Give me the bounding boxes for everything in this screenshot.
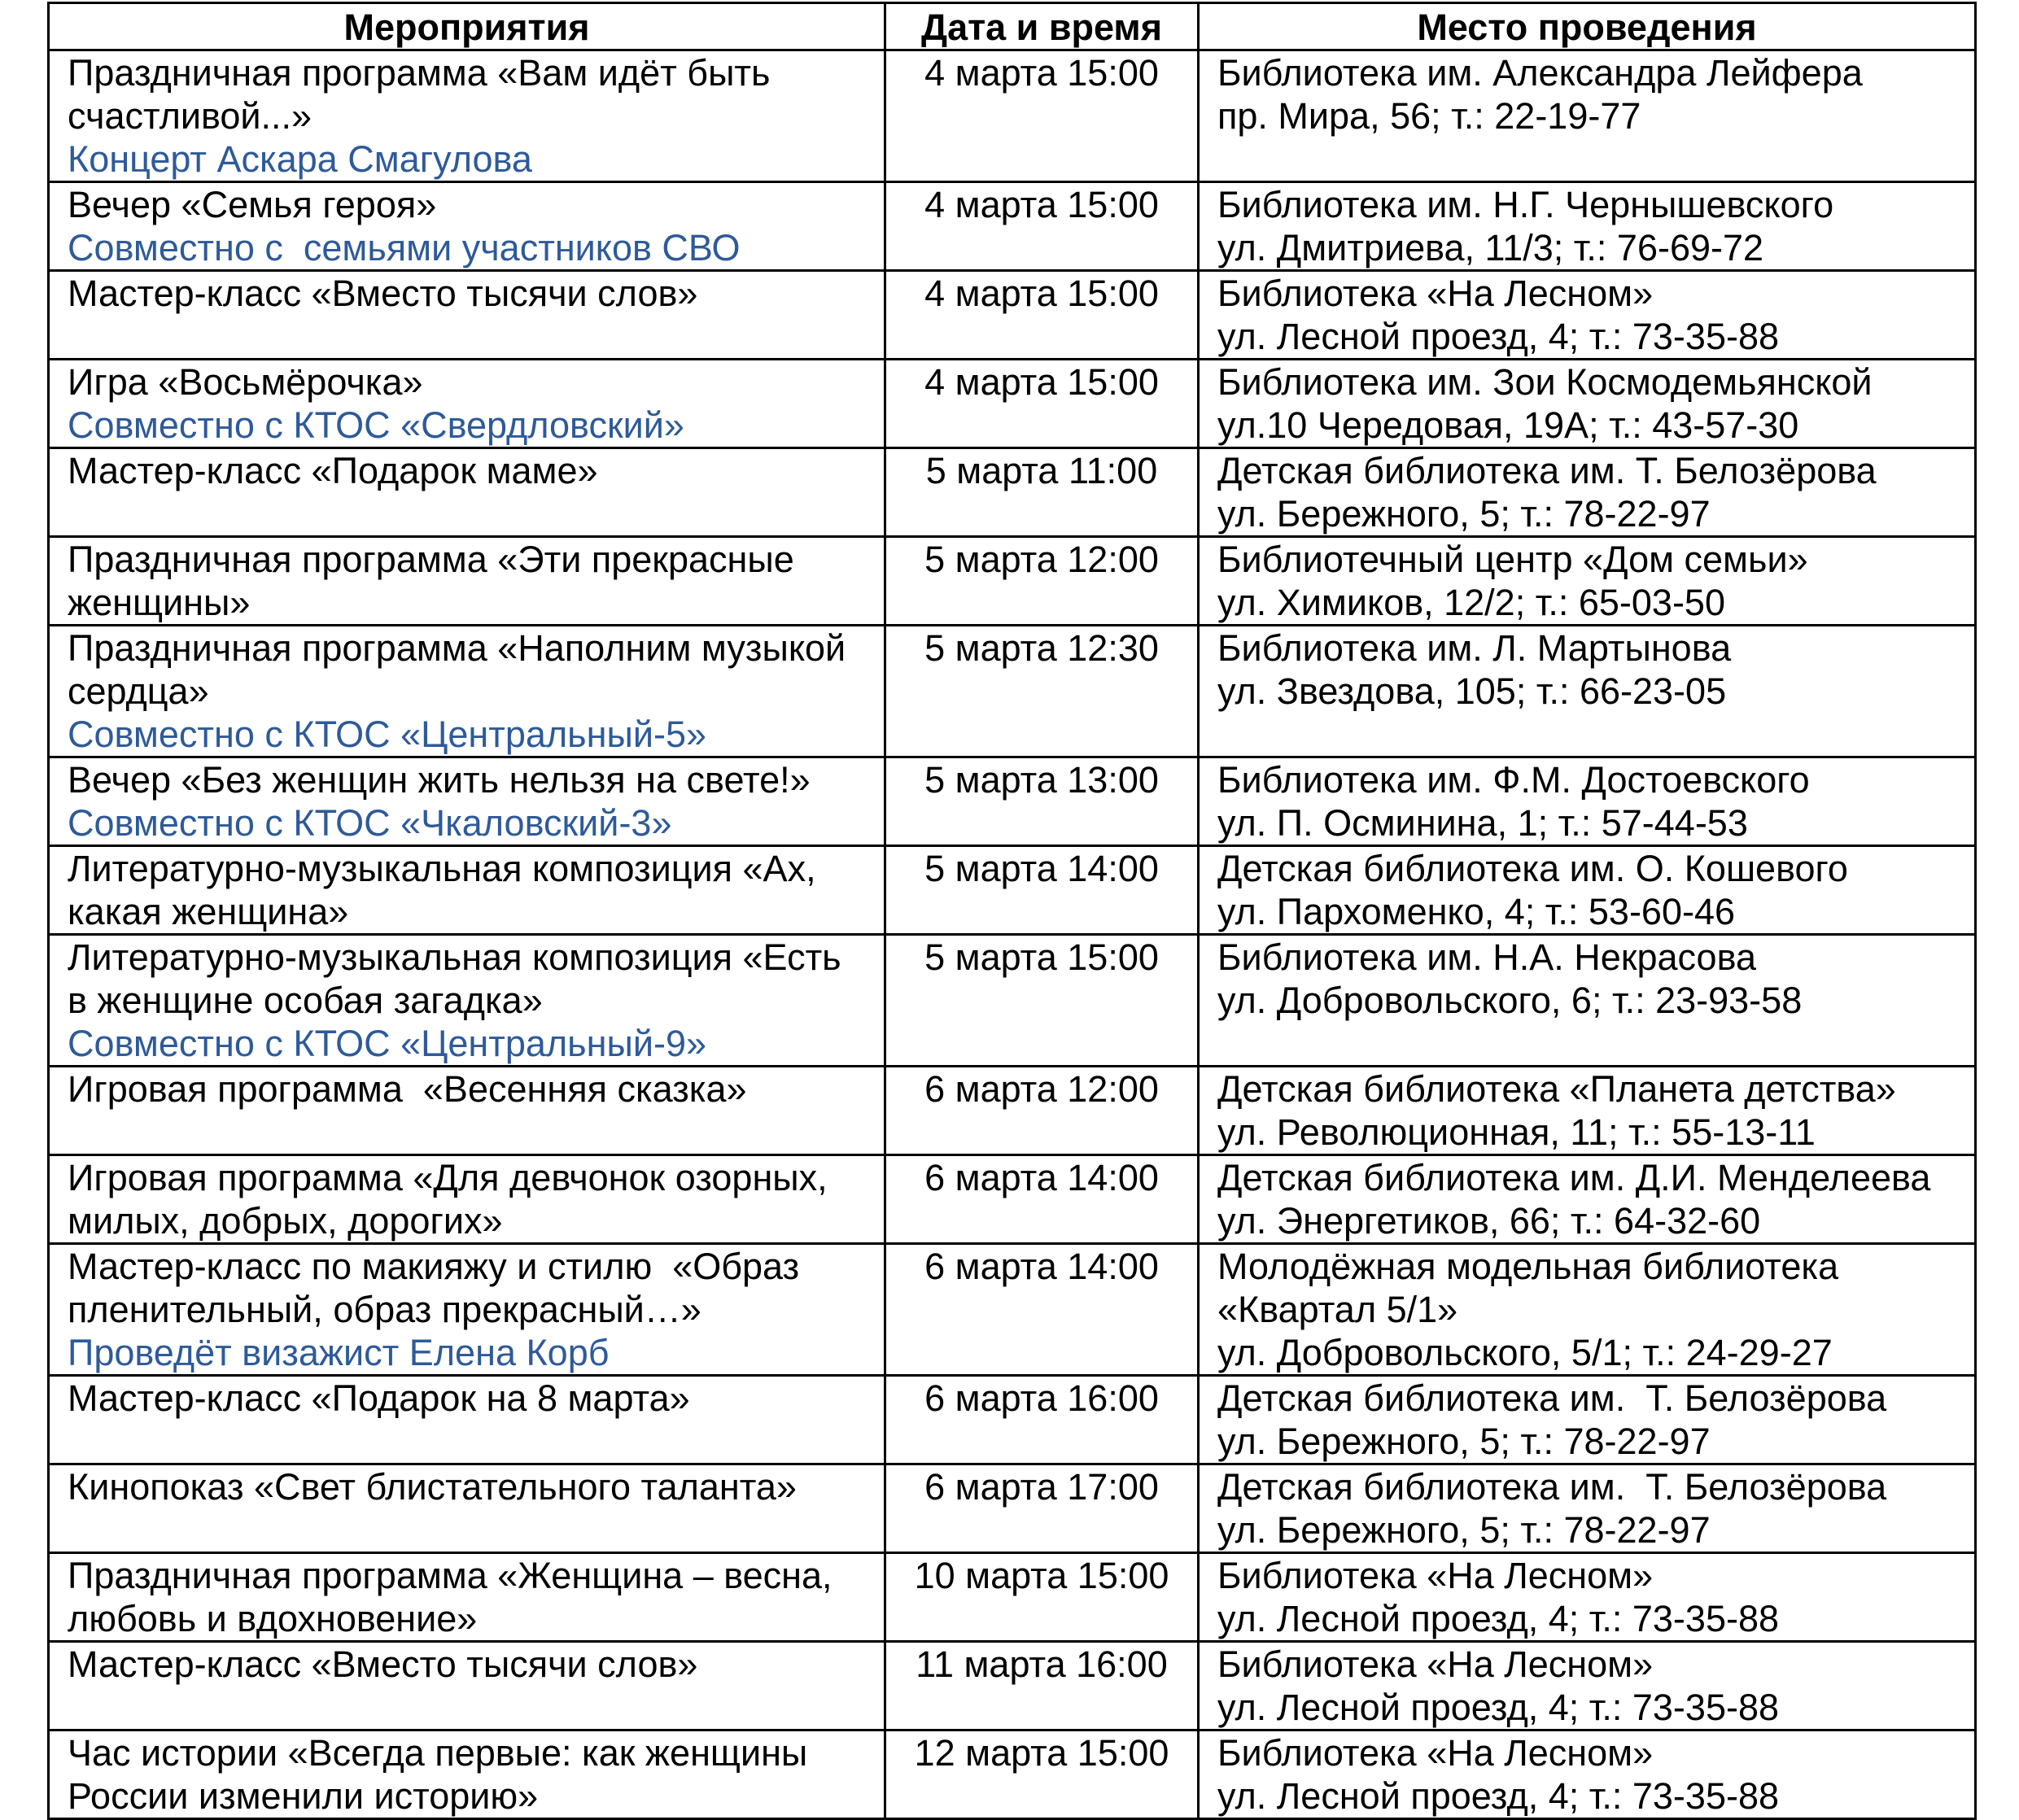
event-place-line: «Квартал 5/1» [1217,1289,1458,1330]
event-place-line: ул. Бережного, 5; т.: 78-22-97 [1217,1421,1711,1462]
event-cell [49,1731,885,1819]
event-title-line: Мастер-класс «Вместо тысячи слов» [68,273,698,314]
event-place-cell [1199,182,1976,271]
event-title-line: Литературно-музыкальная композиция «Есть [68,936,841,978]
header-place: Место проведения [1199,3,1976,50]
event-datetime: 5 марта 12:00 [885,537,1199,626]
event-place-line: Библиотека «На Лесном» [1217,1643,1654,1685]
event-cell [49,846,885,935]
table-row [49,1464,1976,1553]
event-place-line: ул. Химиков, 12/2; т.: 65-03-50 [1217,582,1725,623]
event-title-line: пленительный, образ прекрасный…» [68,1289,701,1330]
event-title-line: Мастер-класс «Вместо тысячи слов» [68,1643,698,1685]
event-datetime: 11 марта 16:00 [885,1642,1199,1731]
event-datetime: 6 марта 14:00 [885,1155,1199,1244]
event-title-line: милых, добрых, дорогих» [68,1200,503,1242]
event-place-line: Библиотека «На Лесном» [1217,1555,1654,1596]
header-datetime: Дата и время [885,3,1199,50]
event-place-cell [1199,1642,1976,1731]
event-place-cell [1199,1244,1976,1376]
table-row [49,448,1976,537]
event-place-line: ул. Лесной проезд, 4; т.: 73-35-88 [1217,316,1780,357]
event-title-line: Кинопоказ «Свет блистательного таланта» [68,1466,797,1508]
event-place-line: Библиотека им. Н.Г. Чернышевского [1217,184,1834,225]
event-place-cell [1199,757,1976,846]
event-place-line: Библиотечный центр «Дом семьи» [1217,539,1808,580]
event-cell [49,448,885,537]
table-row [49,271,1976,360]
event-place-cell [1199,1553,1976,1642]
event-title-line: Праздничная программа «Наполним музыкой [68,627,846,669]
event-place-line: Детская библиотека «Планета детства» [1217,1068,1896,1110]
event-cell [49,360,885,448]
event-datetime: 4 марта 15:00 [885,271,1199,360]
table-row [49,626,1976,757]
event-cell [49,182,885,271]
event-cell [49,935,885,1067]
event-place-line: ул. Пархоменко, 4; т.: 53-60-46 [1217,891,1736,932]
event-place-cell [1199,1731,1976,1819]
event-title-line: сердца» [68,670,209,712]
event-place-line: ул. Бережного, 5; т.: 78-22-97 [1217,1509,1711,1551]
event-title-line: Вечер «Семья героя» [68,184,437,225]
event-place-line: Библиотека «На Лесном» [1217,273,1654,314]
event-place-line: ул. Добровольского, 6; т.: 23-93-58 [1217,980,1803,1021]
event-datetime: 6 марта 16:00 [885,1376,1199,1464]
table-row [49,537,1976,626]
event-title-line: Мастер-класс «Подарок на 8 марта» [68,1377,690,1419]
table-row [49,757,1976,846]
event-place-line: ул. П. Осминина, 1; т.: 57-44-53 [1217,802,1748,844]
event-title-line: Игровая программа «Весенняя сказка» [68,1068,747,1110]
event-datetime: 5 марта 14:00 [885,846,1199,935]
event-title-line: России изменили историю» [68,1775,539,1817]
table-row [49,1244,1976,1376]
event-place-cell [1199,537,1976,626]
event-place-line: Молодёжная модельная библиотека [1217,1246,1839,1287]
event-cell [49,537,885,626]
event-cell [49,1553,885,1642]
event-note-line: Совместно с КТОС «Свердловский» [68,404,684,446]
event-title-line: в женщине особая загадка» [68,980,543,1021]
event-title-line: какая женщина» [68,891,349,932]
event-place-cell [1199,626,1976,757]
table-row [49,1553,1976,1642]
event-datetime: 4 марта 15:00 [885,182,1199,271]
event-place-line: Детская библиотека им. О. Кошевого [1217,848,1848,889]
event-datetime: 5 марта 15:00 [885,935,1199,1067]
event-place-line: ул. Лесной проезд, 4; т.: 73-35-88 [1217,1598,1780,1639]
event-cell [49,1376,885,1464]
event-place-line: Библиотека им. Зои Космодемьянской [1217,361,1873,403]
event-place-line: Детская библиотека им. Д.И. Менделеева [1217,1157,1931,1198]
table-row [49,1642,1976,1731]
event-place-line: ул. Лесной проезд, 4; т.: 73-35-88 [1217,1687,1780,1728]
event-place-cell [1199,50,1976,182]
table-row [49,1731,1976,1819]
event-cell [49,757,885,846]
event-place-cell [1199,360,1976,448]
table-header-row [49,3,1976,50]
event-place-line: ул. Революционная, 11; т.: 55-13-11 [1217,1111,1816,1153]
event-note-line: Совместно с КТОС «Чкаловский-3» [68,802,672,844]
event-title-line: Праздничная программа «Вам идёт быть [68,52,771,94]
event-place-cell [1199,935,1976,1067]
event-cell [49,1244,885,1376]
event-place-line: Детская библиотека им. Т. Белозёрова [1217,1377,1887,1419]
event-datetime: 4 марта 15:00 [885,50,1199,182]
event-place-line: Библиотека им. Н.А. Некрасова [1217,936,1757,978]
event-title-line: Игровая программа «Для девчонок озорных, [68,1157,828,1198]
event-title-line: Мастер-класс по макияжу и стилю «Образ [68,1246,800,1287]
table-row [49,182,1976,271]
event-title-line: женщины» [68,582,251,623]
event-title-line: Час истории «Всегда первые: как женщины [68,1732,808,1774]
event-place-line: Библиотека «На Лесном» [1217,1732,1654,1774]
event-title-line: Праздничная программа «Женщина – весна, [68,1555,833,1596]
event-cell [49,1464,885,1553]
event-place-line: Библиотека им. Александра Лейфера [1217,52,1863,94]
event-title-line: Праздничная программа «Эти прекрасные [68,539,794,580]
event-cell [49,1067,885,1155]
event-title-line: Мастер-класс «Подарок маме» [68,450,598,491]
event-datetime: 6 марта 14:00 [885,1244,1199,1376]
table-row [49,1067,1976,1155]
event-place-cell [1199,1464,1976,1553]
header-events: Мероприятия [49,3,885,50]
event-title-line: Игра «Восьмёрочка» [68,361,423,403]
event-note-line: Проведёт визажист Елена Корб [68,1332,610,1373]
event-place-line: ул. Лесной проезд, 4; т.: 73-35-88 [1217,1775,1780,1817]
event-place-line: Детская библиотека им. Т. Белозёрова [1217,450,1877,491]
event-cell [49,1155,885,1244]
event-datetime: 5 марта 13:00 [885,757,1199,846]
event-note-line: Концерт Аскара Смагулова [68,138,532,180]
event-title-line: Литературно-музыкальная композиция «Ах, [68,848,816,889]
table-row [49,1155,1976,1244]
table-row [49,50,1976,182]
event-datetime: 4 марта 15:00 [885,360,1199,448]
event-place-line: ул.10 Чередовая, 19А; т.: 43-57-30 [1217,404,1799,446]
event-place-cell [1199,1155,1976,1244]
table-row [49,1376,1976,1464]
event-datetime: 6 марта 12:00 [885,1067,1199,1155]
event-place-cell [1199,271,1976,360]
event-place-cell [1199,1376,1976,1464]
event-cell [49,1642,885,1731]
event-place-line: Библиотека им. Ф.М. Достоевского [1217,759,1810,801]
event-place-cell [1199,448,1976,537]
event-cell [49,50,885,182]
event-place-line: пр. Мира, 56; т.: 22-19-77 [1217,95,1641,137]
event-note-line: Совместно с семьями участников СВО [68,227,741,268]
event-datetime: 6 марта 17:00 [885,1464,1199,1553]
event-note-line: Совместно с КТОС «Центральный-9» [68,1023,706,1064]
event-place-line: ул. Бережного, 5; т.: 78-22-97 [1217,493,1711,535]
event-place-cell [1199,1067,1976,1155]
event-place-line: ул. Энергетиков, 66; т.: 64-32-60 [1217,1200,1761,1242]
table-row [49,846,1976,935]
event-title-line: счастливой...» [68,95,312,137]
table-row [49,360,1976,448]
event-datetime: 12 марта 15:00 [885,1731,1199,1819]
table-row [49,935,1976,1067]
event-place-line: ул. Дмитриева, 11/3; т.: 76-69-72 [1217,227,1764,268]
event-datetime: 10 марта 15:00 [885,1553,1199,1642]
event-title-line: любовь и вдохновение» [68,1598,478,1639]
event-note-line: Совместно с КТОС «Центральный-5» [68,714,706,755]
event-datetime: 5 марта 12:30 [885,626,1199,757]
event-place-line: ул. Звездова, 105; т.: 66-23-05 [1217,670,1727,712]
event-place-line: Библиотека им. Л. Мартынова [1217,627,1732,669]
event-place-cell [1199,846,1976,935]
event-cell [49,271,885,360]
event-title-line: Вечер «Без женщин жить нельзя на свете!» [68,759,811,801]
event-place-line: Детская библиотека им. Т. Белозёрова [1217,1466,1887,1508]
event-cell [49,626,885,757]
event-datetime: 5 марта 11:00 [885,448,1199,537]
events-schedule-table [47,2,1977,1820]
event-place-line: ул. Добровольского, 5/1; т.: 24-29-27 [1217,1332,1833,1373]
